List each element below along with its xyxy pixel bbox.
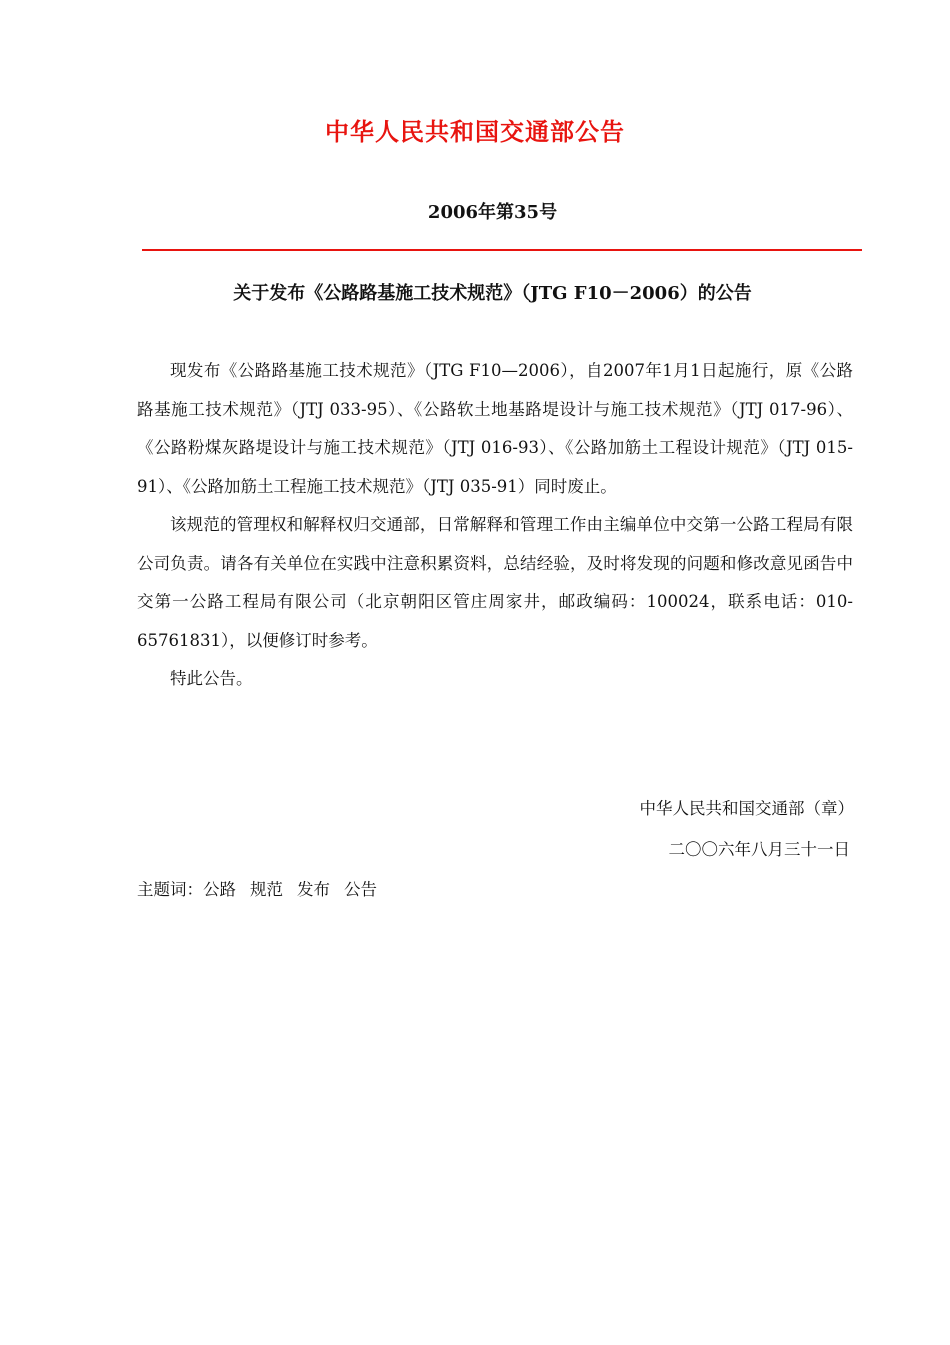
keywords-label: 主题词： xyxy=(137,880,203,899)
notice-title: 关于发布《公路路基施工技术规范》（JTG F10－2006）的公告 xyxy=(233,283,752,304)
notice-body xyxy=(137,352,853,699)
paragraph-announcement: 现发布《公路路基施工技术规范》（JTG F10—2006），自2007年1月1日起施行，原《公路路基施工技术规范》（JTJ 033-95）、《公路软土地基路堤设计与施工技术规范》（JTJ 017-96）、《公路粉煤灰路堤设计与施工技术规范》（JTJ 016-93）、《公路加筋土工程设计规范》（JTJ 015-91）、《公路加筋土工程施工技术规范》（JTJ 035-91）同时废止。 xyxy=(137,361,853,496)
subject-keywords xyxy=(137,876,391,900)
keyword: 公路 xyxy=(203,880,236,899)
keyword: 规范 xyxy=(250,880,283,899)
paragraph-management: 该规范的管理权和解释权归交通部，日常解释和管理工作由主编单位中交第一公路工程局有限公司负责。请各有关单位在实践中注意积累资料，总结经验，及时将发现的问题和修改意见函告中交第一公路工程局有限公司（北京朝阳区管庄周家井，邮政编码：100024，联系电话：010-65761831），以便修订时参考。 xyxy=(137,515,853,650)
issue-date: 二〇〇六年八月三十一日 xyxy=(668,840,850,859)
keyword: 公告 xyxy=(344,880,377,899)
document-title: 中华人民共和国交通部公告 xyxy=(325,117,625,146)
issuer-signature: 中华人民共和国交通部（章） xyxy=(639,799,854,818)
paragraph-closing: 特此公告。 xyxy=(170,669,253,688)
red-divider-line xyxy=(142,249,862,251)
keyword: 发布 xyxy=(297,880,330,899)
document-number: 2006年第35号 xyxy=(427,202,558,223)
